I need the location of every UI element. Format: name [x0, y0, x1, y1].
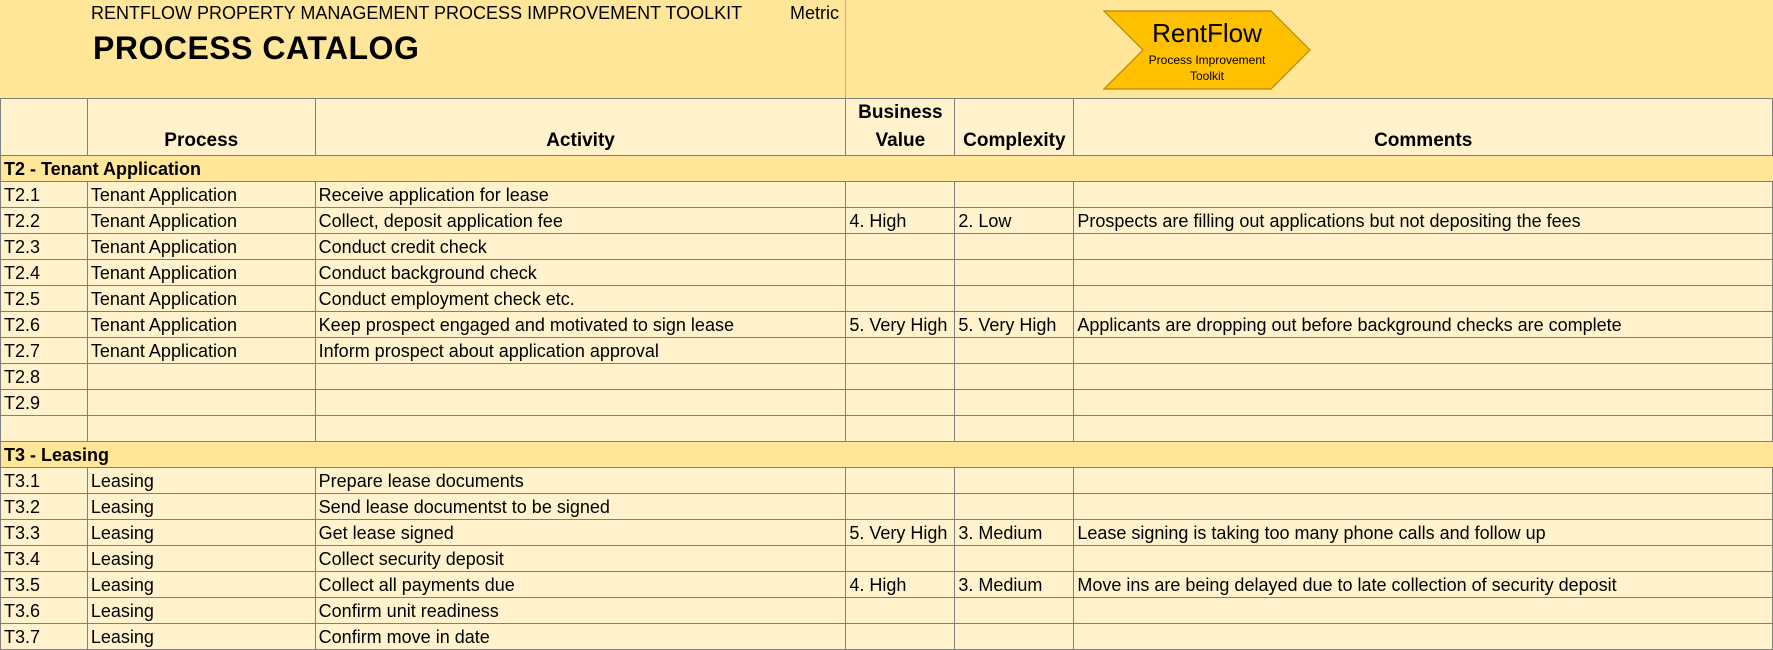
cell-comments[interactable] — [1074, 234, 1773, 260]
cell-activity[interactable]: Conduct credit check — [315, 234, 846, 260]
cell-complexity[interactable] — [955, 624, 1074, 650]
cell-process[interactable] — [87, 364, 315, 390]
cell-id[interactable]: T3.7 — [1, 624, 88, 650]
cell-id[interactable]: T2.8 — [1, 364, 88, 390]
cell-complexity[interactable]: 2. Low — [955, 208, 1074, 234]
cell-process[interactable]: Leasing — [87, 598, 315, 624]
cell-comments[interactable] — [1074, 416, 1773, 442]
table-row — [1, 312, 1773, 338]
cell-complexity[interactable] — [955, 286, 1074, 312]
cell-comments[interactable] — [1074, 468, 1773, 494]
section-header-row — [1, 442, 1773, 468]
cell-complexity[interactable] — [955, 468, 1074, 494]
section-label[interactable]: T3 - Leasing — [1, 442, 846, 468]
cell-activity[interactable]: Receive application for lease — [315, 182, 846, 208]
cell-complexity[interactable]: 5. Very High — [955, 312, 1074, 338]
cell-id[interactable]: T2.6 — [1, 312, 88, 338]
table-row — [1, 572, 1773, 598]
column-header-comments[interactable]: Comments — [1074, 99, 1773, 156]
cell-id[interactable]: T3.1 — [1, 468, 88, 494]
header-banner — [0, 0, 1773, 99]
cell-business-value[interactable] — [846, 286, 955, 312]
cell-id[interactable]: T3.2 — [1, 494, 88, 520]
cell-complexity[interactable] — [955, 390, 1074, 416]
cell-business-value[interactable] — [846, 338, 955, 364]
table-row — [1, 390, 1773, 416]
cell-complexity[interactable] — [955, 338, 1074, 364]
cell-comments[interactable]: Lease signing is taking too many phone calls and follow up — [1074, 520, 1773, 546]
table-row — [1, 208, 1773, 234]
column-divider — [845, 0, 846, 98]
cell-id[interactable]: T2.7 — [1, 338, 88, 364]
cell-process[interactable]: Leasing — [87, 546, 315, 572]
cell-business-value[interactable] — [846, 546, 955, 572]
section-fill-cell[interactable] — [955, 442, 1074, 468]
table-row — [1, 364, 1773, 390]
cell-process[interactable]: Leasing — [87, 520, 315, 546]
table-body — [1, 156, 1773, 650]
section-fill-cell[interactable] — [1074, 442, 1773, 468]
cell-complexity[interactable] — [955, 260, 1074, 286]
cell-business-value[interactable] — [846, 494, 955, 520]
cell-complexity[interactable] — [955, 494, 1074, 520]
cell-activity[interactable]: Inform prospect about application approval — [315, 338, 846, 364]
cell-process[interactable]: Tenant Application — [87, 234, 315, 260]
metric-cell[interactable]: Metric — [790, 3, 839, 23]
cell-activity[interactable]: Conduct employment check etc. — [315, 286, 846, 312]
cell-process[interactable]: Leasing — [87, 494, 315, 520]
cell-id[interactable]: T2.1 — [1, 182, 88, 208]
column-header-activity[interactable]: Activity — [315, 99, 846, 156]
cell-activity[interactable] — [315, 416, 846, 442]
cell-id[interactable]: T2.5 — [1, 286, 88, 312]
cell-comments[interactable] — [1074, 390, 1773, 416]
cell-id[interactable]: T3.5 — [1, 572, 88, 598]
cell-activity[interactable]: Conduct background check — [315, 260, 846, 286]
column-header-complexity[interactable]: Complexity — [955, 99, 1074, 156]
table-row — [1, 260, 1773, 286]
cell-comments[interactable] — [1074, 286, 1773, 312]
cell-business-value[interactable] — [846, 624, 955, 650]
table-row — [1, 416, 1773, 442]
cell-id[interactable]: T2.3 — [1, 234, 88, 260]
table-row — [1, 624, 1773, 650]
cell-complexity[interactable] — [955, 416, 1074, 442]
cell-id[interactable]: T2.2 — [1, 208, 88, 234]
cell-comments[interactable] — [1074, 494, 1773, 520]
cell-process[interactable]: Leasing — [87, 624, 315, 650]
cell-business-value[interactable] — [846, 260, 955, 286]
page-title[interactable]: PROCESS CATALOG — [93, 30, 420, 66]
table-row — [1, 598, 1773, 624]
cell-id[interactable]: T3.4 — [1, 546, 88, 572]
cell-business-value[interactable] — [846, 364, 955, 390]
section-fill-cell[interactable] — [1074, 156, 1773, 182]
cell-comments[interactable] — [1074, 624, 1773, 650]
cell-business-value[interactable] — [846, 182, 955, 208]
column-header-id[interactable] — [1, 99, 88, 156]
column-header-business-value[interactable]: Business Value — [846, 99, 955, 156]
cell-business-value[interactable] — [846, 598, 955, 624]
cell-activity[interactable]: Collect all payments due — [315, 572, 846, 598]
table-row — [1, 520, 1773, 546]
cell-comments[interactable] — [1074, 364, 1773, 390]
table-row — [1, 234, 1773, 260]
cell-business-value[interactable] — [846, 390, 955, 416]
cell-id[interactable]: T3.6 — [1, 598, 88, 624]
cell-comments[interactable]: Move ins are being delayed due to late collection of security deposit — [1074, 572, 1773, 598]
cell-activity[interactable]: Collect security deposit — [315, 546, 846, 572]
cell-process[interactable] — [87, 390, 315, 416]
cell-comments[interactable] — [1074, 546, 1773, 572]
cell-complexity[interactable]: 3. Medium — [955, 520, 1074, 546]
cell-activity[interactable]: Keep prospect engaged and motivated to sign lease — [315, 312, 846, 338]
cell-business-value[interactable] — [846, 234, 955, 260]
cell-business-value[interactable] — [846, 468, 955, 494]
cell-comments[interactable]: Prospects are filling out applications but not depositing the fees — [1074, 208, 1773, 234]
cell-process[interactable]: Tenant Application — [87, 182, 315, 208]
cell-activity[interactable] — [315, 364, 846, 390]
table-row — [1, 338, 1773, 364]
cell-activity[interactable]: Collect, deposit application fee — [315, 208, 846, 234]
cell-activity[interactable]: Prepare lease documents — [315, 468, 846, 494]
cell-business-value[interactable]: 4. High — [846, 208, 955, 234]
header-row — [1, 99, 1773, 156]
cell-business-value[interactable] — [846, 416, 955, 442]
table-row — [1, 468, 1773, 494]
cell-complexity[interactable]: 3. Medium — [955, 572, 1074, 598]
column-header-process[interactable]: Process — [87, 99, 315, 156]
cell-complexity[interactable] — [955, 182, 1074, 208]
cell-activity[interactable] — [315, 390, 846, 416]
cell-complexity[interactable] — [955, 598, 1074, 624]
cell-activity[interactable]: Confirm move in date — [315, 624, 846, 650]
cell-process[interactable]: Tenant Application — [87, 312, 315, 338]
cell-business-value[interactable]: 4. High — [846, 572, 955, 598]
cell-comments[interactable]: Applicants are dropping out before background checks are complete — [1074, 312, 1773, 338]
section-fill-cell[interactable] — [955, 156, 1074, 182]
cell-business-value[interactable]: 5. Very High — [846, 312, 955, 338]
cell-id[interactable]: T2.4 — [1, 260, 88, 286]
cell-activity[interactable]: Get lease signed — [315, 520, 846, 546]
cell-complexity[interactable] — [955, 364, 1074, 390]
cell-process[interactable]: Tenant Application — [87, 286, 315, 312]
table-row — [1, 494, 1773, 520]
cell-comments[interactable] — [1074, 338, 1773, 364]
cell-id[interactable] — [1, 416, 88, 442]
toolkit-subtitle[interactable]: RENTFLOW PROPERTY MANAGEMENT PROCESS IMPROVEMENT TOOLKIT — [91, 3, 743, 23]
cell-process[interactable]: Tenant Application — [87, 208, 315, 234]
logo-name: RentFlow — [1152, 18, 1262, 48]
table-row — [1, 182, 1773, 208]
rentflow-logo — [1103, 10, 1313, 90]
section-fill-cell[interactable] — [846, 442, 955, 468]
cell-activity[interactable]: Send lease documentst to be signed — [315, 494, 846, 520]
section-label[interactable]: T2 - Tenant Application — [1, 156, 846, 182]
table-row — [1, 546, 1773, 572]
cell-id[interactable]: T3.3 — [1, 520, 88, 546]
cell-comments[interactable] — [1074, 260, 1773, 286]
table-row — [1, 286, 1773, 312]
cell-process[interactable] — [87, 416, 315, 442]
cell-process[interactable]: Leasing — [87, 468, 315, 494]
cell-activity[interactable]: Confirm unit readiness — [315, 598, 846, 624]
cell-complexity[interactable] — [955, 546, 1074, 572]
cell-complexity[interactable] — [955, 234, 1074, 260]
cell-process[interactable]: Tenant Application — [87, 338, 315, 364]
process-catalog-table — [0, 98, 1773, 650]
cell-comments[interactable] — [1074, 598, 1773, 624]
section-fill-cell[interactable] — [846, 156, 955, 182]
cell-process[interactable]: Leasing — [87, 572, 315, 598]
cell-id[interactable]: T2.9 — [1, 390, 88, 416]
cell-process[interactable]: Tenant Application — [87, 260, 315, 286]
section-header-row — [1, 156, 1773, 182]
cell-comments[interactable] — [1074, 182, 1773, 208]
logo-tagline: Process Improvement Toolkit — [1148, 53, 1266, 83]
cell-business-value[interactable]: 5. Very High — [846, 520, 955, 546]
